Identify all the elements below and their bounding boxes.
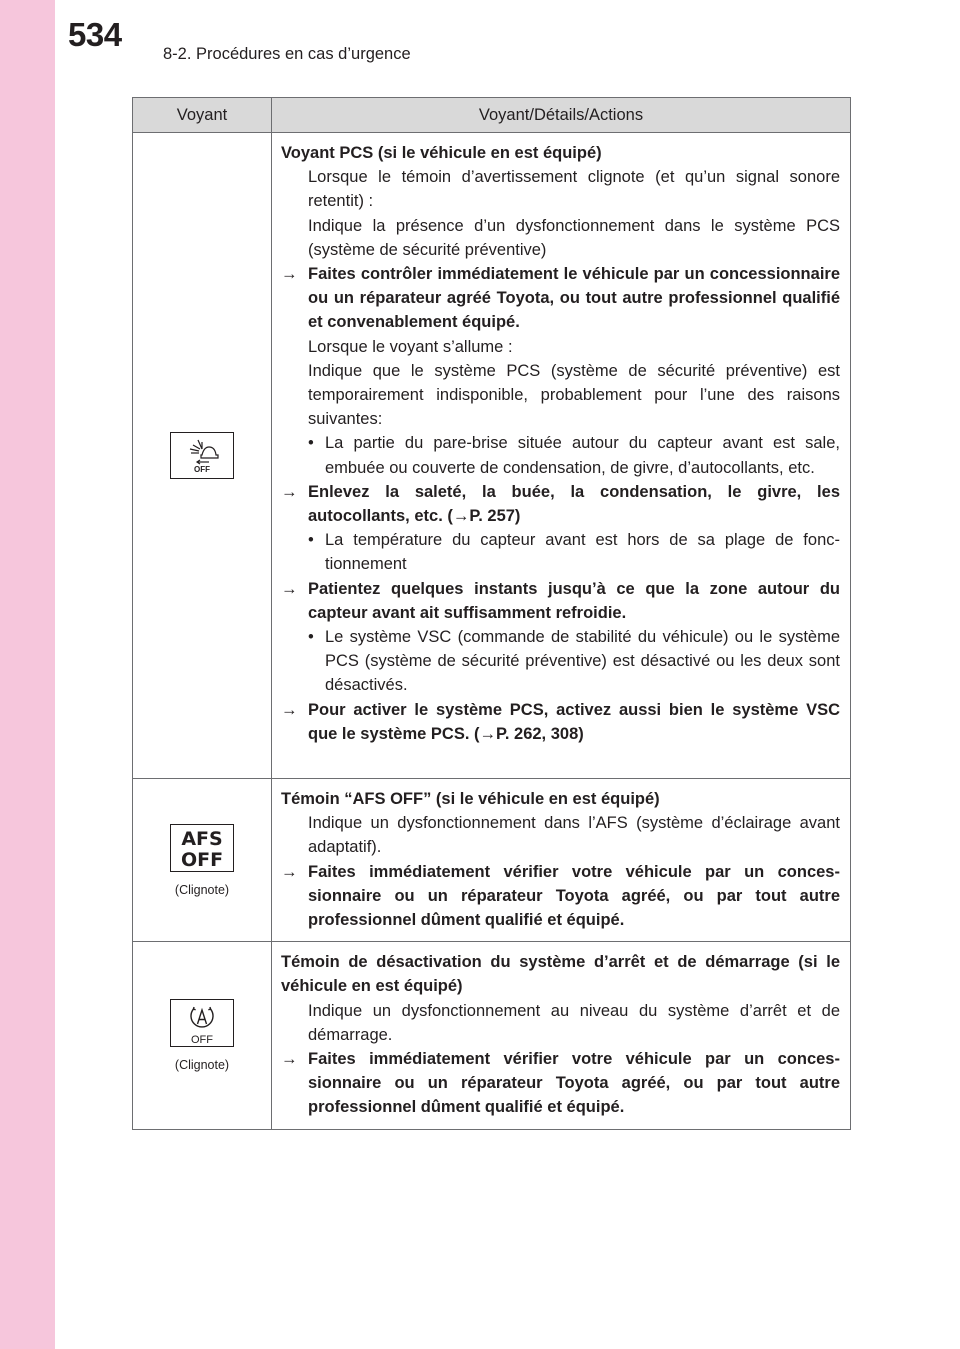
light-icon-cell <box>133 133 272 779</box>
detail-text: Indique que le système PCS (système de sécurité préventive) est temporairement indisponible, probablement pour l’une des raisons suivantes: <box>308 361 840 429</box>
action-text: → Faites immédiatement vérifier votre véhicule par un concessionnaire ou un réparateur Toyota agréé, ou par tout autre professionnel dûment qualifié et équipé. <box>281 860 840 933</box>
bullet-text: • Le système VSC (commande de stabilité du véhicule) ou le système PCS (système de sécurité préventive) est désactivé ou les deux sont désactivés. <box>281 625 840 698</box>
light-title: Voyant PCS (si le véhicule en est équipé) <box>281 144 602 162</box>
arrow-icon: → <box>281 579 298 598</box>
light-icon-cell <box>133 779 272 942</box>
action-text: → Faites immédiatement vérifier votre véhicule par un concessionnaire ou un réparateur Toyota agréé, ou par tout autre professionnel dûment qualifié et équipé. <box>281 1047 840 1120</box>
side-color-strip <box>0 0 55 1349</box>
light-details-cell <box>272 133 851 779</box>
light-title: Témoin “AFS OFF” (si le véhicule en est équipé) <box>281 790 660 808</box>
column-header-details: Voyant/Détails/Actions <box>272 98 851 133</box>
bullet-text: • La température du capteur avant est hors de sa plage de fonctionnement <box>281 528 840 576</box>
arrow-icon: → <box>281 482 298 501</box>
detail-text: Indique un dysfonctionnement au niveau du système d’arrêt et de démarrage. <box>308 1001 840 1044</box>
action-text: → Patientez quelques instants jusqu’à ce que la zone autour du capteur avant ait suffisamment refroidie. <box>281 577 840 625</box>
detail-text: Lorsque le voyant s’allume : <box>308 337 513 356</box>
warning-lights-table <box>132 97 851 1130</box>
section-title: 8-2. Procédures en cas d’urgence <box>163 45 411 63</box>
page-number: 534 <box>68 16 122 53</box>
detail-text: Indique un dysfonctionnement dans l’AFS (système d’éclairage avant adaptatif). <box>308 814 840 857</box>
table-header-row <box>133 98 851 133</box>
arrow-icon: → <box>281 1050 298 1069</box>
action-text: → Enlevez la saleté, la buée, la condensation, le givre, les autocollants, etc. (→P. 257) <box>281 480 840 528</box>
arrow-icon: → <box>281 862 298 881</box>
light-details-cell <box>272 779 851 942</box>
icon-caption: (Clignote) <box>174 1057 230 1072</box>
detail-text: Indique la présence d’un dysfonctionnement dans le système PCS (système de sécurité préventive) <box>308 216 840 259</box>
stop-start-off-icon <box>170 999 234 1047</box>
icon-caption: (Clignote) <box>174 882 230 897</box>
pcs-off-icon <box>170 432 234 479</box>
light-details-cell <box>272 942 851 1129</box>
pcs-icon-label: OFF <box>194 464 210 474</box>
table-row <box>133 779 851 942</box>
table-row <box>133 942 851 1129</box>
afs-icon-label-bottom: OFF <box>180 848 224 871</box>
afs-icon-label-top: AFS <box>181 827 223 850</box>
arrow-icon: → <box>281 700 298 719</box>
arrow-icon: → <box>281 265 298 284</box>
table-row <box>133 133 851 779</box>
action-text: → Pour activer le système PCS, activez aussi bien le système VSC que le système PCS. (→P. 262, 308) <box>281 698 840 746</box>
bullet-icon: • <box>308 434 314 453</box>
light-title: Témoin de désactivation du système d’arrêt et de démarrage (si le véhicule en est équipé) <box>281 953 840 996</box>
stop-start-icon-label: OFF <box>191 1033 213 1046</box>
bullet-text: • La partie du pare-brise située autour du capteur avant est sale, embuée ou couverte de condensation, de givre, d’autocollants, etc. <box>281 431 840 479</box>
afs-off-icon <box>170 824 234 872</box>
action-text: → Faites contrôler immédiatement le véhicule par un concessionnaire ou un réparateur agréé Toyota, ou tout autre professionnel qualifié et convenablement équipé. <box>281 262 840 335</box>
detail-text: Lorsque le témoin d’avertissement clignote (et qu’un signal sonore retentit) : <box>308 168 840 211</box>
light-icon-cell <box>133 942 272 1129</box>
column-header-light: Voyant <box>133 98 272 133</box>
bullet-icon: • <box>308 628 314 647</box>
bullet-icon: • <box>308 531 314 550</box>
